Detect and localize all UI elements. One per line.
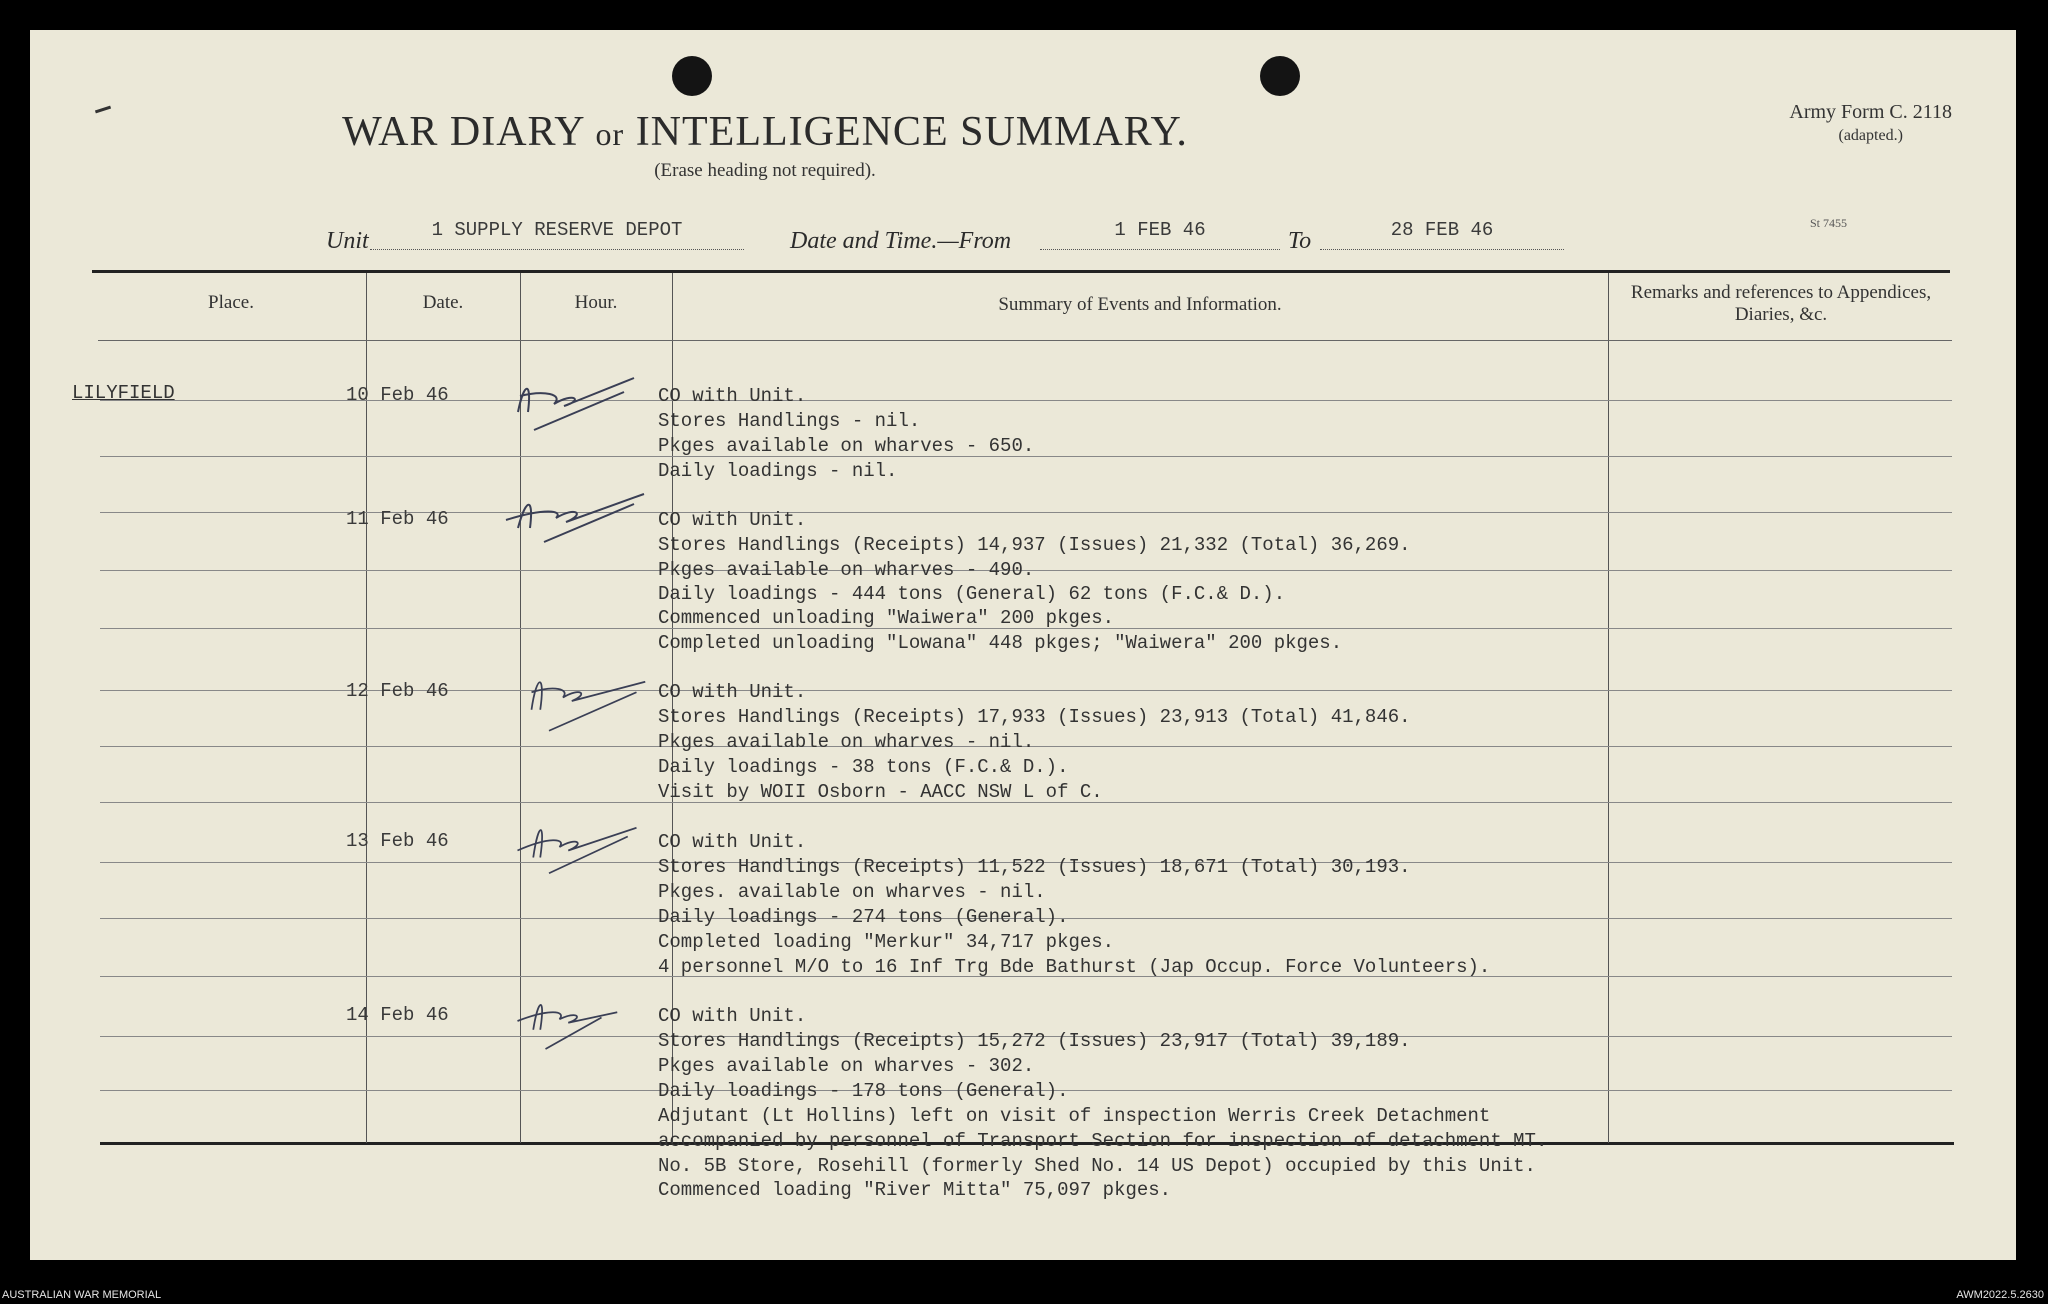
summary-line: Pkges available on wharves - 302. xyxy=(658,1055,1035,1077)
signature-icon xyxy=(504,484,664,554)
date-label: Date and Time.—From xyxy=(790,228,1012,254)
summary-line: Completed unloading "Lowana" 448 pkges; "Waiwera" 200 pkges. xyxy=(658,632,1343,654)
unit-label: Unit xyxy=(326,228,369,254)
col-hour-header: Hour. xyxy=(574,292,618,313)
to-value: 28 FEB 46 xyxy=(1320,219,1564,250)
summary-line: Pkges available on wharves - nil. xyxy=(658,731,1035,753)
summary-line: Pkges available on wharves - 650. xyxy=(658,435,1035,457)
summary-line: Completed loading "Merkur" 34,717 pkges. xyxy=(658,931,1115,953)
summary-line: Stores Handlings (Receipts) 17,933 (Issues) 23,913 (Total) 41,846. xyxy=(658,706,1411,728)
footer-source: AUSTRALIAN WAR MEMORIAL xyxy=(2,1289,162,1301)
place-value: LILYFIELD xyxy=(72,382,175,404)
page-title: WAR DIARY or INTELLIGENCE SUMMARY. xyxy=(342,109,1188,155)
summary-line: Daily loadings - 274 tons (General). xyxy=(658,906,1069,928)
summary-line: Stores Handlings - nil. xyxy=(658,410,921,432)
summary-line: No. 5B Store, Rosehill (formerly Shed No. 14 US Depot) occupied by this Unit. xyxy=(658,1155,1536,1177)
summary-line: Pkges. available on wharves - nil. xyxy=(658,881,1046,903)
signature-icon xyxy=(504,370,664,440)
summary-line: Pkges available on wharves - 490. xyxy=(658,559,1035,581)
signature-icon xyxy=(504,812,664,882)
entry-date: 13 Feb 46 xyxy=(346,830,449,852)
erase-note: (Erase heading not required). xyxy=(654,160,876,181)
footer-accession: AWM2022.5.2630 xyxy=(1956,1289,2044,1301)
entry-date: 14 Feb 46 xyxy=(346,1004,449,1026)
summary-line: Commenced unloading "Waiwera" 200 pkges. xyxy=(658,607,1115,629)
table-top-rule xyxy=(92,270,1950,273)
form-note: (adapted.) xyxy=(1838,127,1903,144)
col-place-header: Place. xyxy=(208,292,254,313)
summary-line: Daily loadings - nil. xyxy=(658,460,898,482)
form-number-block xyxy=(1789,100,1952,148)
col-date-header: Date. xyxy=(422,292,464,313)
summary-line: CO with Unit. xyxy=(658,681,807,703)
divider-summary-remarks xyxy=(1608,273,1609,1143)
to-label: To xyxy=(1288,228,1312,254)
summary-line: CO with Unit. xyxy=(658,385,807,407)
summary-line: Visit by WOII Osborn - AACC NSW L of C. xyxy=(658,781,1103,803)
summary-line: CO with Unit. xyxy=(658,509,807,531)
from-value: 1 FEB 46 xyxy=(1040,219,1280,250)
summary-line: 4 personnel M/O to 16 Inf Trg Bde Bathurst (Jap Occup. Force Volunteers). xyxy=(658,956,1491,978)
summary-line: Daily loadings - 444 tons (General) 62 tons (F.C.& D.). xyxy=(658,583,1286,605)
summary-line: CO with Unit. xyxy=(658,1005,807,1027)
summary-line: Commenced loading "River Mitta" 75,097 pkges. xyxy=(658,1179,1172,1201)
entry-date: 10 Feb 46 xyxy=(346,384,449,406)
punch-hole-left xyxy=(672,56,712,96)
summary-line: accompanied by personnel of Transport Section for inspection of detachment MT. xyxy=(658,1130,1548,1152)
summary-line: Stores Handlings (Receipts) 11,522 (Issues) 18,671 (Total) 30,193. xyxy=(658,856,1411,878)
summary-line: Daily loadings - 178 tons (General). xyxy=(658,1080,1069,1102)
stock-code: St 7455 xyxy=(1810,216,1848,230)
signature-icon xyxy=(504,666,664,736)
header-rule xyxy=(98,340,1952,341)
unit-value: 1 SUPPLY RESERVE DEPOT xyxy=(370,219,744,250)
entry-date: 11 Feb 46 xyxy=(346,508,449,530)
summary-line: Stores Handlings (Receipts) 15,272 (Issues) 23,917 (Total) 39,189. xyxy=(658,1030,1411,1052)
summary-line: Adjutant (Lt Hollins) left on visit of inspection Werris Creek Detachment xyxy=(658,1105,1491,1127)
summary-line: Stores Handlings (Receipts) 14,937 (Issues) 21,332 (Total) 36,269. xyxy=(658,534,1411,556)
entry-date: 12 Feb 46 xyxy=(346,680,449,702)
punch-hole-right xyxy=(1260,56,1300,96)
signature-icon xyxy=(504,986,664,1056)
col-summary-header: Summary of Events and Information. xyxy=(998,294,1282,315)
summary-line: Daily loadings - 38 tons (F.C.& D.). xyxy=(658,756,1069,778)
summary-line: CO with Unit. xyxy=(658,831,807,853)
form-number: Army Form C. 2118 xyxy=(1789,101,1952,123)
col-remarks-header: Remarks and references to Appendices, Diaries, &c. xyxy=(1630,282,1932,325)
